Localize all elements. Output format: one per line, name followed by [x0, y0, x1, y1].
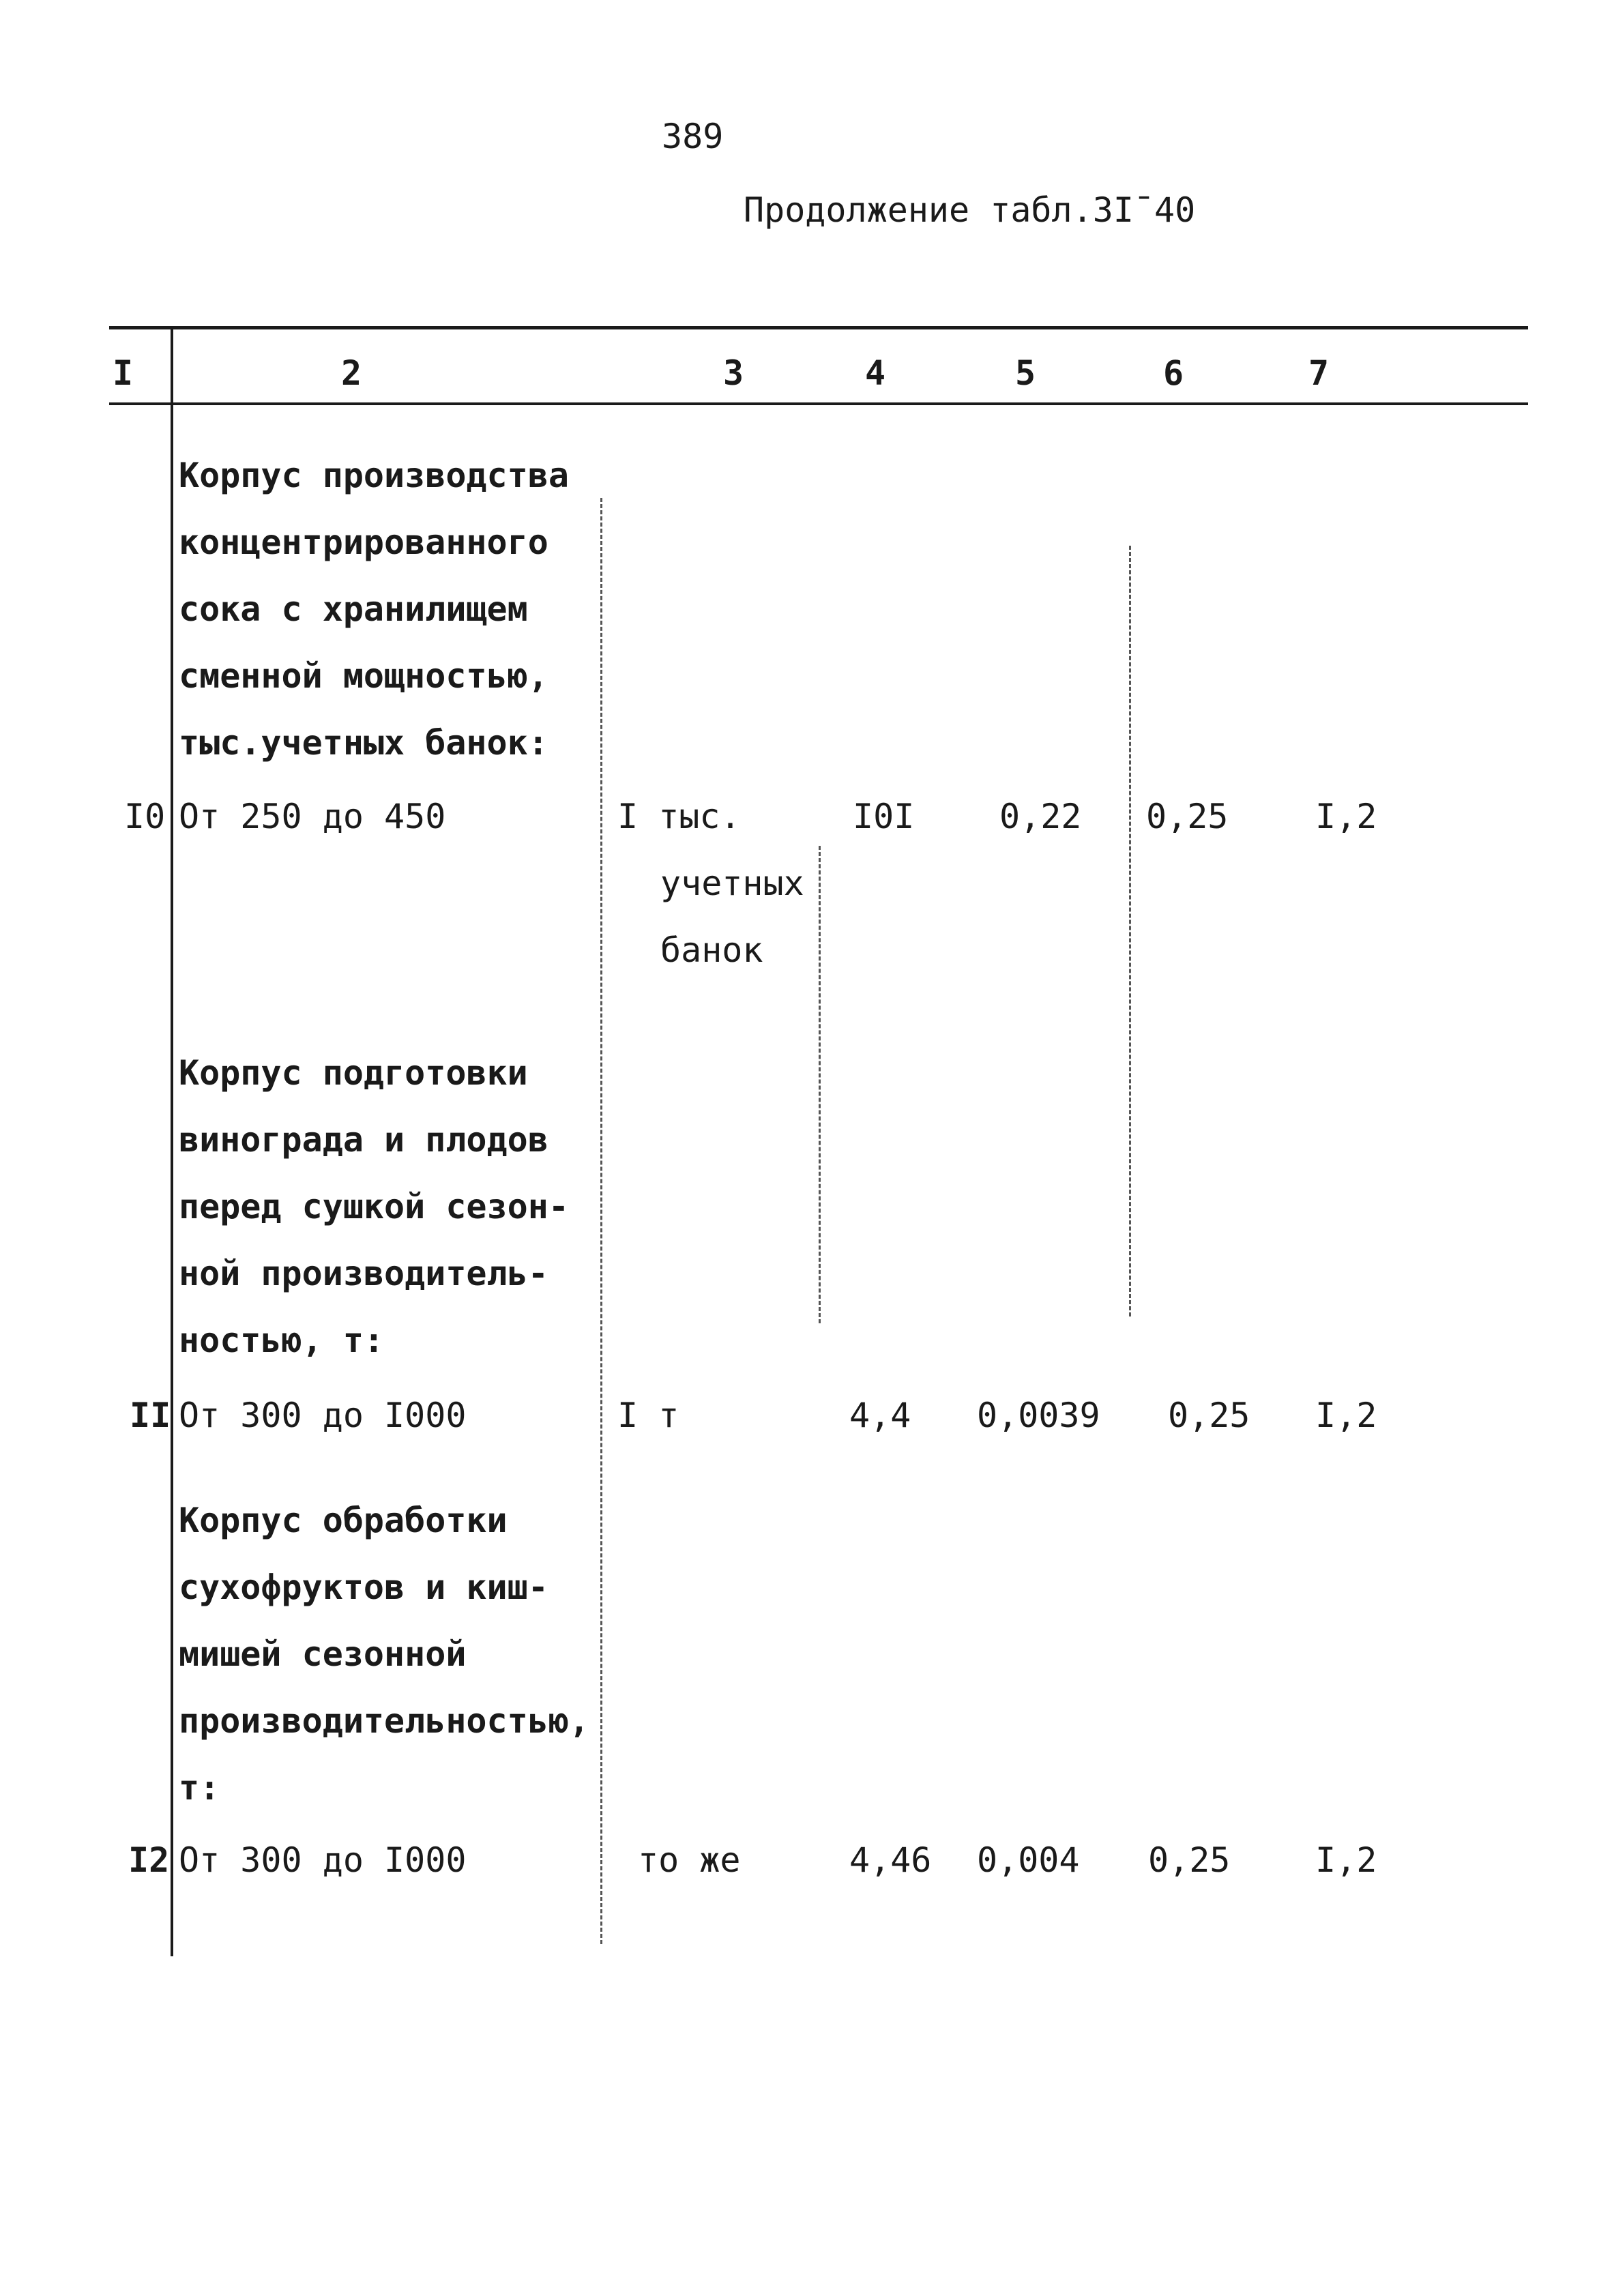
header-col-4: 4 [865, 353, 886, 393]
row-col-6: 0,25 [1168, 1396, 1250, 1435]
block-2-heading-line: Корпус подготовки [179, 1053, 528, 1093]
table-top-rule [109, 326, 1528, 329]
header-col-7: 7 [1308, 353, 1330, 393]
header-col-6: 6 [1163, 353, 1184, 393]
block-1-heading-line: концентрированного [179, 523, 548, 562]
block-1-heading-line: тыс.учетных банок: [179, 723, 548, 763]
continuation-title: Продолжение табл.3I¯40 [744, 190, 1196, 230]
header-col-5: 5 [1015, 353, 1036, 393]
header-col-2: 2 [341, 353, 362, 393]
row-col-4: I0I [853, 797, 915, 836]
block-3-heading-line: производительностью, [179, 1701, 590, 1741]
row-col-5: 0,0039 [977, 1396, 1100, 1435]
header-col-3: 3 [723, 353, 744, 393]
block-3-heading-line: Корпус обработки [179, 1501, 508, 1540]
row-col-7: I,2 [1315, 1840, 1377, 1880]
row-col-5: 0,004 [977, 1840, 1080, 1880]
column-6-divider [1129, 546, 1131, 1316]
row-number: I0 [124, 797, 166, 836]
row-unit: то же [638, 1840, 741, 1880]
row-col-4: 4,4 [849, 1396, 911, 1435]
block-1-heading-line: сменной мощностью, [179, 656, 548, 696]
row-number: II [130, 1396, 171, 1435]
block-1-heading-line: сока с хранилищем [179, 589, 528, 629]
row-col-6: 0,25 [1148, 1840, 1231, 1880]
column-1-divider [171, 326, 173, 1956]
row-range: От 250 до 450 [179, 797, 446, 836]
block-3-heading-line: мишей сезонной [179, 1634, 467, 1674]
row-col-7: I,2 [1315, 1396, 1377, 1435]
block-2-heading-line: ной производитель- [179, 1254, 548, 1293]
row-col-7: I,2 [1315, 797, 1377, 836]
column-3-divider [600, 498, 602, 1944]
page-number: 389 [662, 117, 724, 156]
row-unit: банок [660, 930, 763, 970]
header-bottom-rule [109, 402, 1528, 405]
row-range: От 300 до I000 [179, 1396, 467, 1435]
row-col-5: 0,22 [999, 797, 1082, 836]
column-4-divider [819, 846, 821, 1323]
block-1-heading-line: Корпус производства [179, 456, 569, 495]
block-2-heading-line: ностью, т: [179, 1321, 385, 1360]
block-3-heading-line: т: [179, 1768, 220, 1808]
row-range: От 300 до I000 [179, 1840, 467, 1880]
row-unit: I т [617, 1396, 679, 1435]
header-col-1: I [113, 353, 134, 393]
row-unit: I тыс. [617, 797, 741, 836]
row-col-4: 4,46 [849, 1840, 932, 1880]
row-number: I2 [128, 1840, 170, 1880]
block-2-heading-line: винограда и плодов [179, 1120, 548, 1160]
row-unit: учетных [660, 864, 804, 903]
block-3-heading-line: сухофруктов и киш- [179, 1568, 548, 1607]
block-2-heading-line: перед сушкой сезон- [179, 1187, 569, 1226]
row-col-6: 0,25 [1146, 797, 1229, 836]
